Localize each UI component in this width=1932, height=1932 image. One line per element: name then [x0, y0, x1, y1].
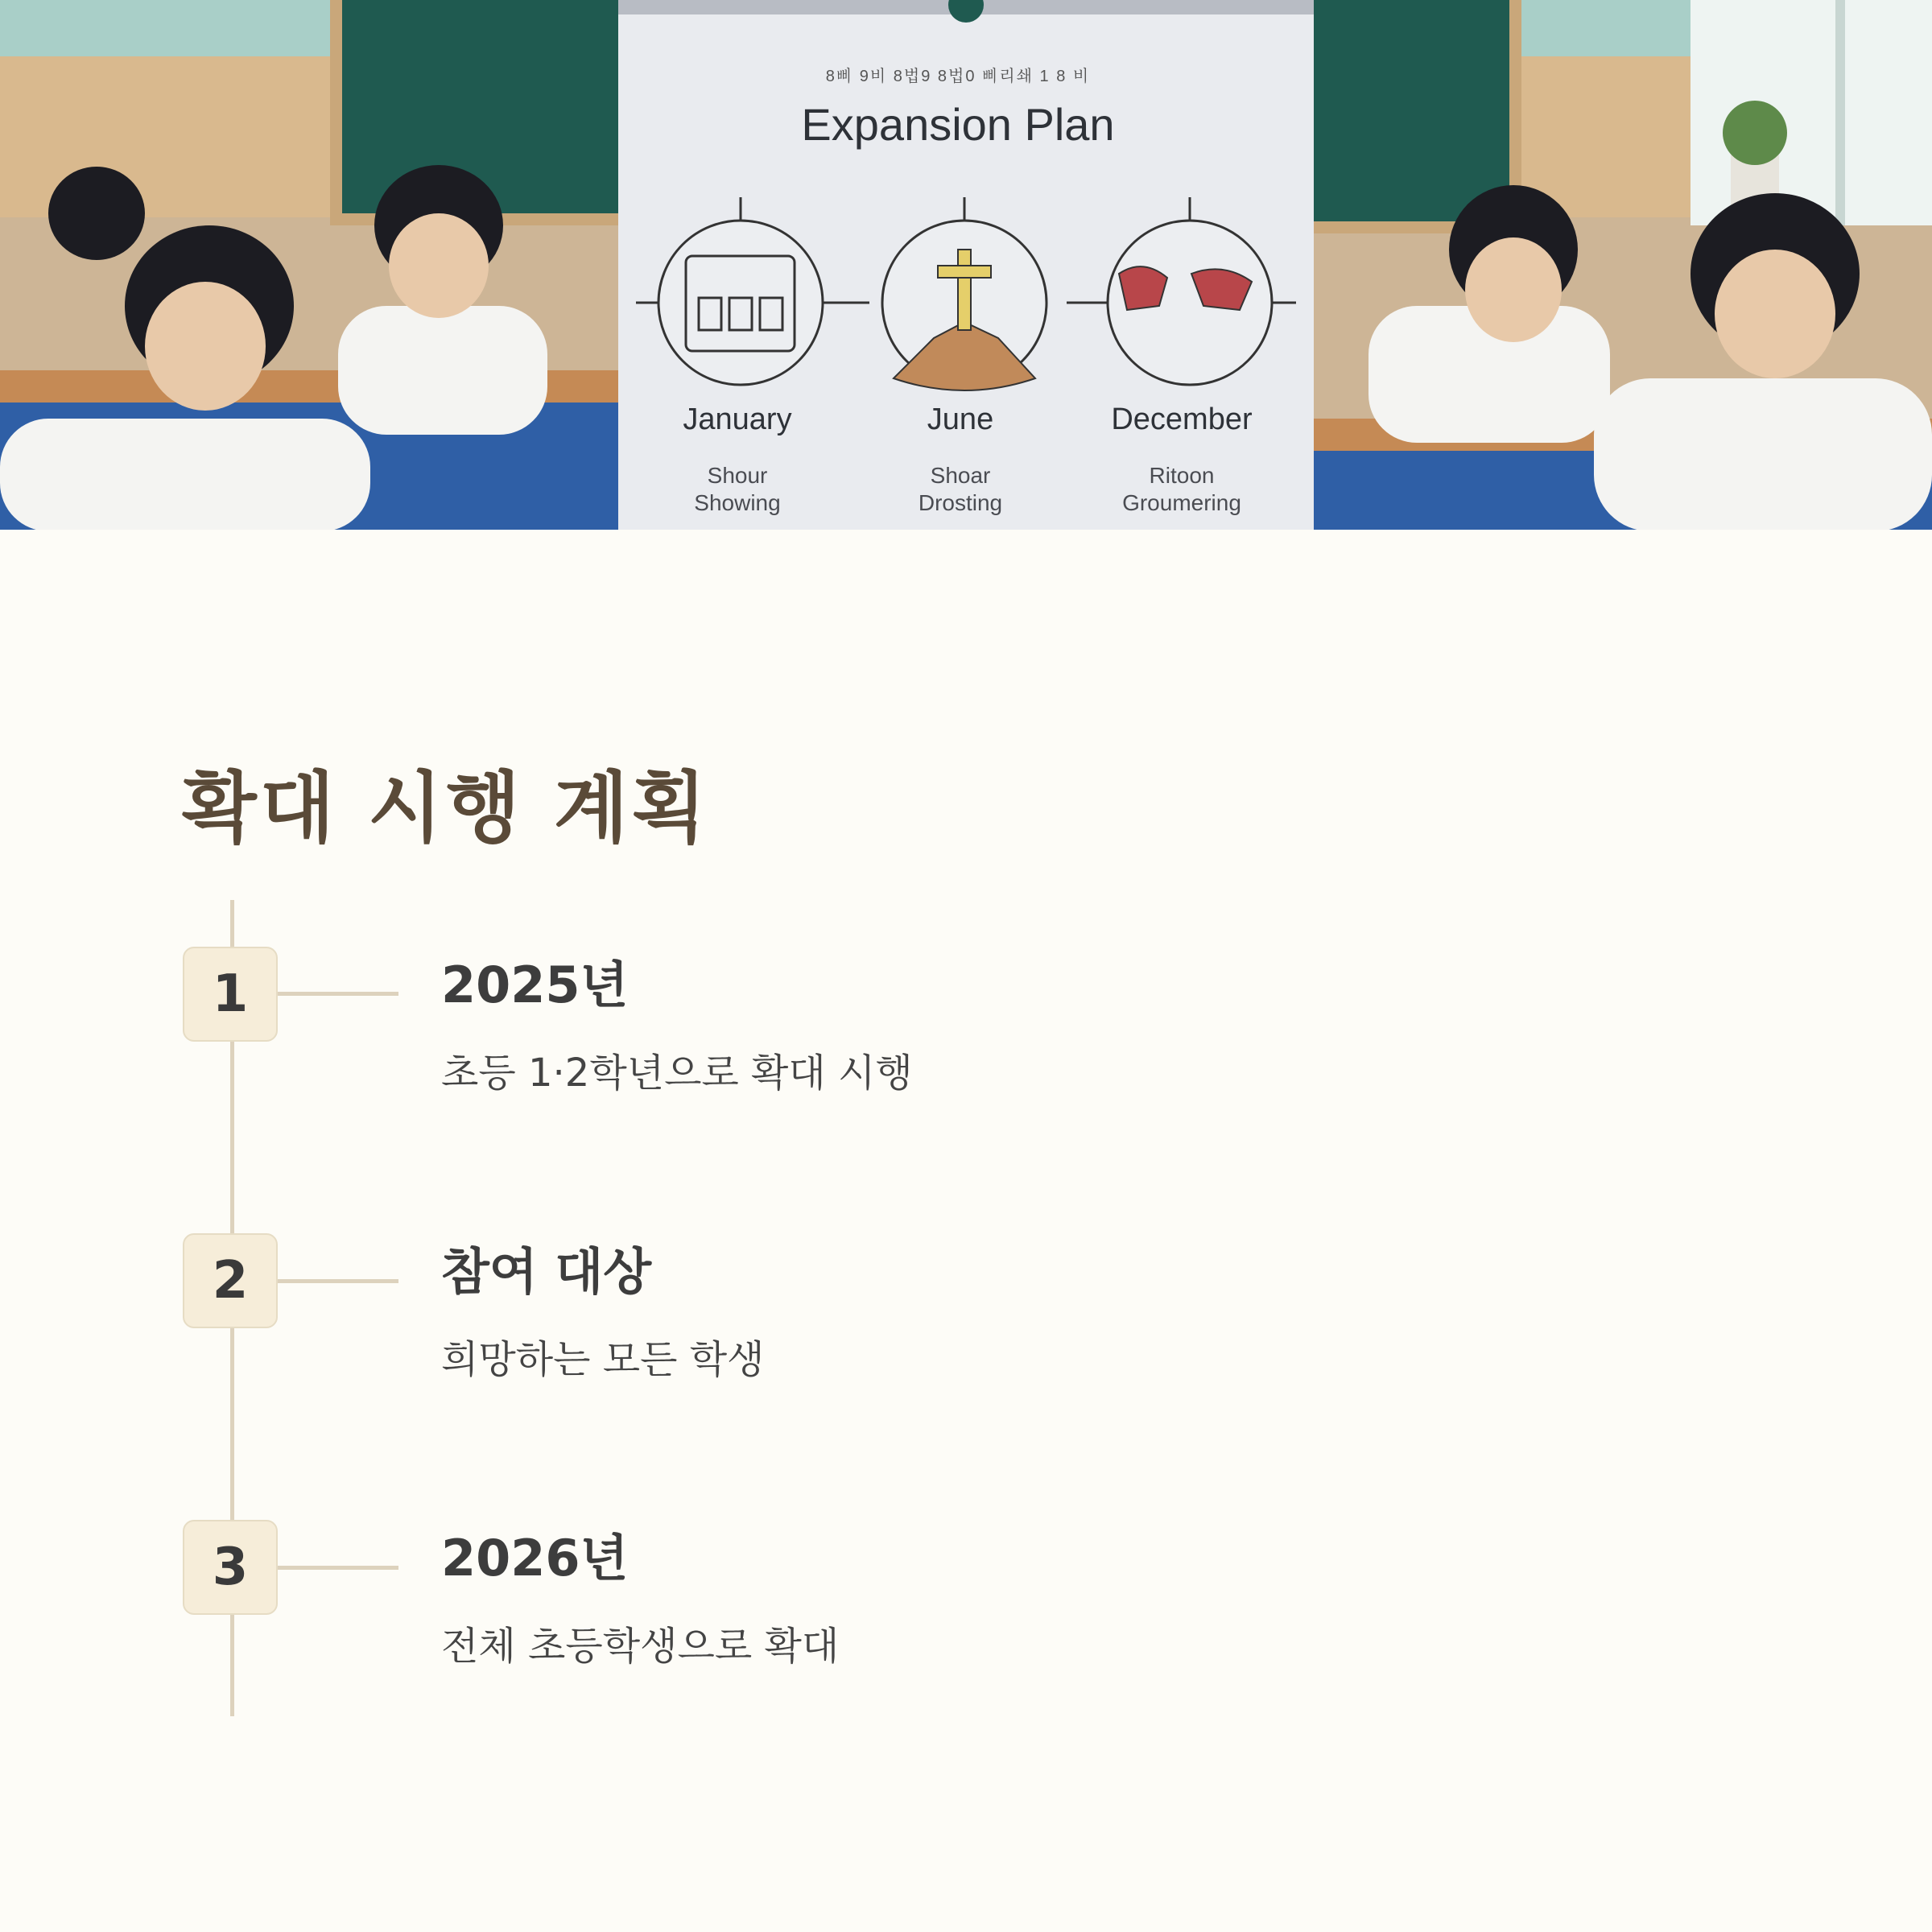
page-title: 확대 시행 계획	[182, 763, 710, 853]
step-title: 2025년	[441, 956, 629, 1014]
calendar-month-sub: Shour Showing	[694, 463, 781, 515]
calendar-month-june: June	[927, 402, 994, 436]
step-connector	[278, 992, 398, 996]
calendar-title: Expansion Plan	[801, 99, 1115, 150]
calendar-month-january: January	[683, 402, 792, 436]
step-number-badge: 2	[183, 1233, 278, 1328]
step-description: 희망하는 모든 학생	[441, 1337, 765, 1382]
hero-image	[0, 0, 1932, 530]
step-connector	[278, 1279, 398, 1283]
step-number-badge: 3	[183, 1520, 278, 1615]
step-connector	[278, 1566, 398, 1570]
step-title: 2026년	[441, 1529, 629, 1587]
calendar-month-sub: Shoar Drosting	[918, 463, 1003, 515]
calendar-caption: 8삐 9비 8법9 8법0 삐리쇄 1 8 비	[825, 68, 1091, 85]
step-description: 전체 초등학생으로 확대	[441, 1624, 840, 1669]
calendar-month-december: December	[1111, 402, 1253, 436]
step-number-badge: 1	[183, 947, 278, 1042]
calendar-month-sub: Ritoon Groumering	[1122, 463, 1241, 515]
step-description: 초등 1·2학년으로 확대 시행	[441, 1051, 913, 1096]
step-title: 참여 대상	[441, 1242, 652, 1301]
